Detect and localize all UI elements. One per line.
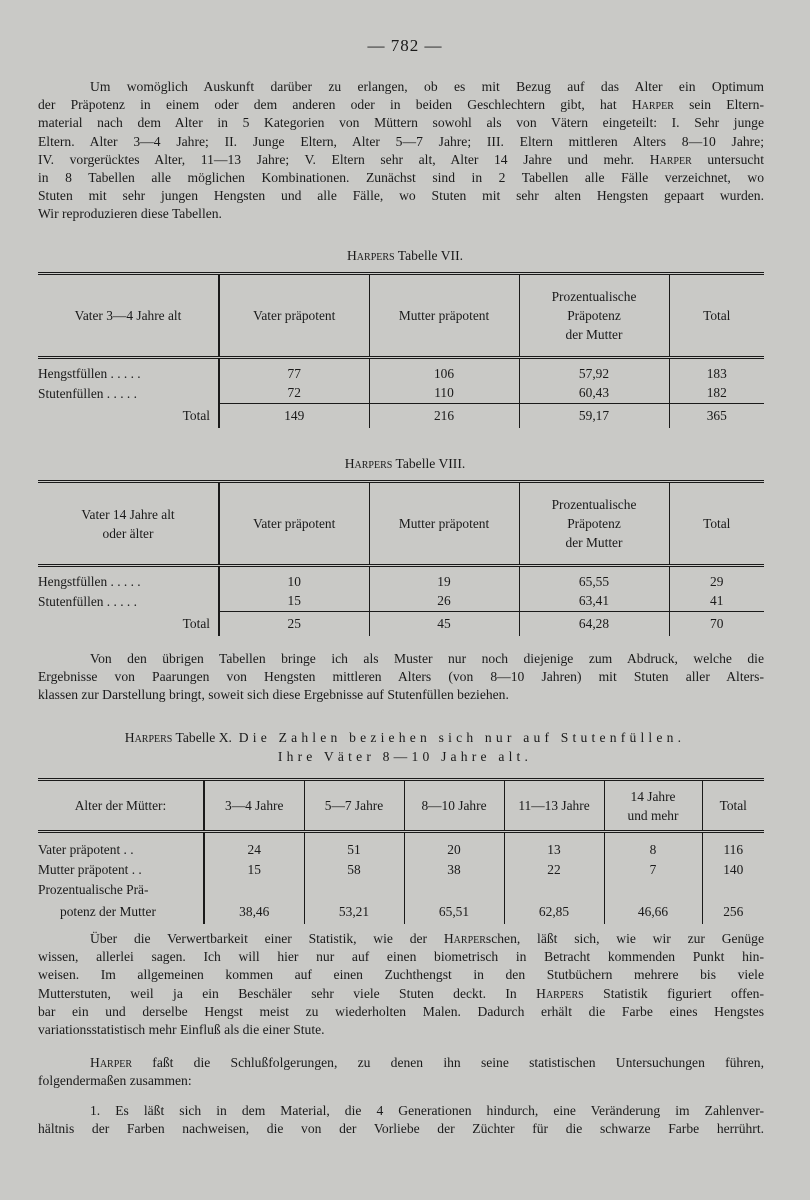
closing-paragraph: Über die Verwertbarkeit einer Statistik, wie der Harperschen, läßt sich, wie wir zur Genüge wissen, allerlei sagen. Ich will hier nur auf einen biometrisch in Betracht kommenden Punkt hin- weisen. Im allgemeinen kommen auf einen Zuchthengst in den Stutbüchern mehrere bis viele Mutterstuten, weil ja ein Beschäler sehr viele Stuten deckt. In Harpers Statistik figuriert offen- bar ein und derselbe Hengst meist zu wiederholten Malen. Dadurch erhält die Farbe eines Hengstes variationsstatistisch mehr Einfluß als die einer Stute. [38, 931, 764, 1038]
table7-total-row: Total 149 216 59,17 365 [38, 404, 764, 428]
harper-summary-paragraph: Harper faßt die Schlußfolgerungen, zu denen ihn seine statistischen Untersuchungen führen, folgendermaßen zusammen: [38, 1055, 764, 1089]
table7-header: Vater 3—4 Jahre alt Vater präpotent Mutter präpotent Prozentualische Präpotenz der Mutter Total [38, 274, 764, 358]
table8-header: Vater 14 Jahre alt oder älter Vater präpotent Mutter präpotent Prozentualische Präpotenz der Mutter Total [38, 482, 764, 566]
table8 [38, 480, 764, 636]
page-number: — 782 — [367, 36, 443, 55]
table-row: Hengstfüllen . . . . . 10 19 65,55 29 [38, 572, 764, 592]
intro-paragraph: Um womöglich Auskunft darüber zu erlangen, ob es mit Bezug auf das Alter ein Optimum der Präpotenz in einem oder dem anderen oder in beiden Geschlechtern gibt, hat Harper sein Eltern- material nach dem Alter in 5 Kategorien von Müttern sowohl als von Vätern eingeteilt: I. Sehr junge Eltern. Alter 3—4 Jahre; II. Junge Eltern, Alter 5—7 Jahre; III. Eltern mittleren Alters 8—10 Jahre; IV. vorgerücktes Alter, 11—13 Jahre; V. Eltern sehr alt, Alter 14 Jahre und mehr. Harper untersucht in 8 Tabellen alle möglichen Kombinationen. Zunächst sind in 2 Tabellen alle Fälle verzeichnet, wo Stuten mit sehr jungen Hengsten und alle Fälle, wo Stuten mit sehr alten Hengsten gepaart wurden. Wir reproduzieren diese Tabellen. [38, 79, 765, 222]
author-name: Harper [90, 1055, 133, 1070]
table-row: Vater präpotent . . 24 51 20 13 8 116 [38, 840, 764, 860]
table-row: Mutter präpotent . . 15 58 38 22 7 140 [38, 860, 764, 880]
table8-total-row: Total 25 45 64,28 70 [38, 612, 764, 636]
table-row: Hengstfüllen . . . . . 77 106 57,92 183 [38, 364, 764, 384]
table7 [38, 272, 764, 428]
author-name: Harper [649, 151, 692, 167]
conclusion-point-1: 1. Es läßt sich in dem Material, die 4 Generationen hindurch, eine Veränderung im Zahlenver- hältnis der Farben nachweisen, die von der Vorliebe der Züchter für die schwarze Farbe herrührt. [38, 1103, 764, 1137]
table8-caption: Harpers Tabelle VIII. [344, 456, 466, 471]
middle-paragraph: Von den übrigen Tabellen bringe ich als Muster nur noch diejenige zum Abdruck, welche die Ergebnisse von Paarungen von Hengsten mittleren Alters (von 8—10 Jahren) mit Stuten aller Alters- klassen zur Darstellung bringt, soweit sich diese Ergebnisse auf Stutenfüllen beziehen. [38, 651, 764, 703]
table7-header-father-age: Vater 3—4 Jahre alt [38, 274, 219, 358]
table-row: Stutenfüllen . . . . . 15 26 63,41 41 [38, 592, 764, 612]
table10-caption-line2: Ihre Väter 8—10 Jahre alt. [277, 749, 533, 764]
table10-percent-row: potenz der Mutter 38,46 53,21 65,51 62,85 46,66 256 [38, 900, 764, 924]
table10-header: Alter der Mütter: 3—4 Jahre 5—7 Jahre 8—10 Jahre 11—13 Jahre 14 Jahre und mehr Total [38, 780, 764, 832]
author-name: Harpers [536, 985, 584, 1001]
author-name: Harper [631, 97, 674, 113]
author-name: Harper [443, 931, 486, 946]
table-row: Stutenfüllen . . . . . 72 110 60,43 182 [38, 384, 764, 404]
table10-caption: Harpers Tabelle X. Die Zahlen beziehen sich nur auf Stutenfüllen. [124, 730, 686, 745]
table10: Alter der Mütter: 3—4 Jahre 5—7 Jahre 8—10 Jahre 11—13 Jahre 14 Jahre und mehr Total Vater präpotent . . 24 51 20 13 8 116 Mutter präpotent . . 15 58 38 22 7 140 Prozentualische Prä- potenz der Mutter 38,46 53,21 65,51 62,85 46,66 256 [38, 778, 764, 924]
table7-caption: Harpers Tabelle VII. [346, 248, 463, 263]
